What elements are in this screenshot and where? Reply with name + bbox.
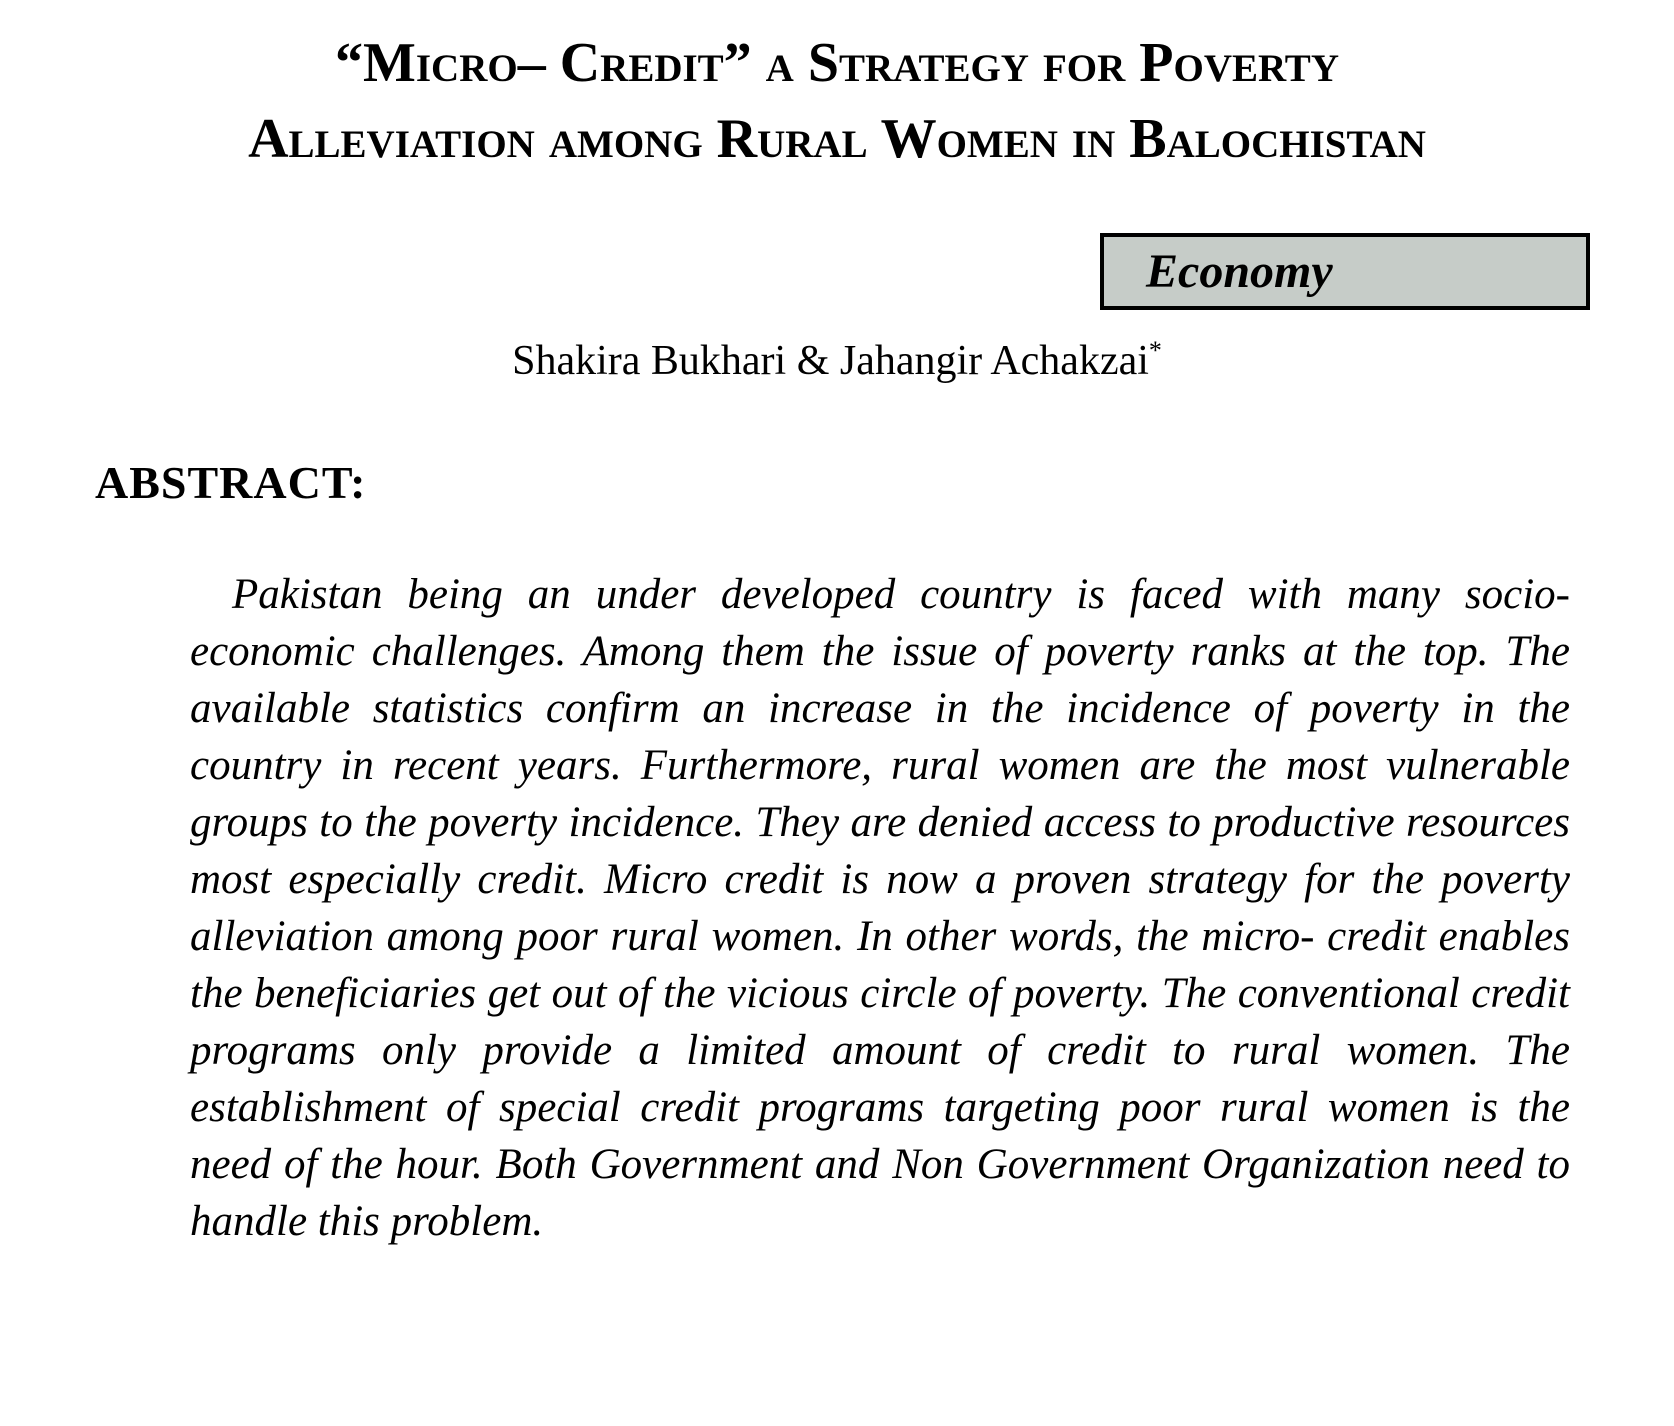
abstract-paragraph: Pakistan being an under developed country is faced with many socio-economic challenges. Among them the issue of poverty ranks at the top. The available statistics confirm an increase in the incidence of poverty in the country in recent years. Furthermore, rural women are the most vulnerable groups to the poverty incidence. They are denied access to productive resources most especially credit. Micro credit is now a proven strategy for the poverty alleviation among poor rural women. In other words, the micro- credit enables the beneficiaries get out of the vicious circle of poverty. The conventional credit programs only provide a limited amount of credit to rural women. The establishment of special credit programs targeting poor rural women is the need of the hour. Both Government and Non Government Organization need to handle this problem. (190, 571, 1570, 1245)
abstract-heading: ABSTRACT: (95, 457, 367, 508)
paper-title (0, 26, 1674, 177)
category-box (1100, 233, 1590, 310)
paper-title-line-1: “Micro– Credit” a Strategy for Poverty (335, 32, 1339, 94)
author-names: Shakira Bukhari & Jahangir Achakzai (512, 338, 1149, 384)
category-label: Economy (1146, 244, 1333, 298)
authors-line (0, 336, 1674, 386)
paper-title-line-2: Alleviation among Rural Women in Balochistan (248, 107, 1426, 170)
author-footnote-marker: * (1148, 336, 1162, 365)
